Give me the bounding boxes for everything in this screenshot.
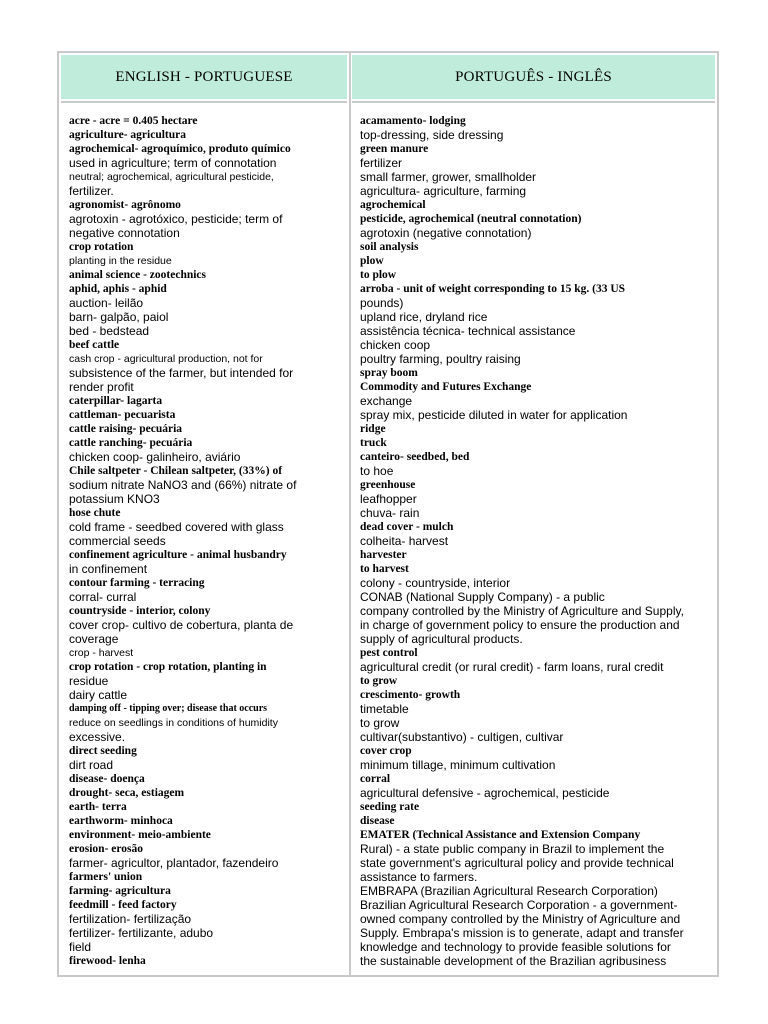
english-portuguese-entries [59, 103, 349, 968]
glossary-line: knowledge and technology to provide feasible solutions for [360, 940, 671, 954]
glossary-line: minimum tillage, minimum cultivation [360, 758, 556, 772]
glossary-line: fertilization- fertilização [69, 912, 192, 926]
glossary-line: countryside - interior, colony [69, 605, 211, 617]
glossary-line: to harvest [360, 563, 409, 575]
glossary-line: pounds) [360, 296, 404, 310]
glossary-line: arroba - unit of weight corresponding to 15 kg. (33 US [360, 283, 626, 295]
glossary-line: drought- seca, estiagem [69, 787, 185, 799]
glossary-line: greenhouse [360, 479, 416, 491]
glossary-line: supply of agricultural products. [360, 632, 523, 646]
glossary-line: bed - bedstead [69, 324, 150, 338]
glossary-line: beef cattle [69, 339, 120, 351]
glossary-line: aphid, aphis - aphid [69, 283, 167, 295]
glossary-line: cultivar(substantivo) - cultigen, cultivar [360, 730, 564, 744]
glossary-line: the sustainable development of the Brazilian agribusiness [360, 954, 667, 968]
glossary-line: coverage [69, 632, 119, 646]
glossary-line: agrotoxin - agrotóxico, pesticide; term of [69, 212, 283, 226]
glossary-line: agricultural defensive - agrochemical, pesticide [360, 786, 610, 800]
glossary-line: harvester [360, 549, 407, 561]
glossary-line: reduce on seedlings in conditions of humidity [69, 717, 278, 729]
glossary-line: Rural) - a state public company in Brazil to implement the [360, 842, 665, 856]
glossary-line: field [69, 940, 92, 954]
glossary-line: neutral; agrochemical, agricultural pesticide, [69, 171, 274, 183]
glossary-line: disease- doença [69, 773, 145, 785]
glossary-line: negative connotation [69, 226, 180, 240]
glossary-line: green manure [360, 143, 429, 155]
english-portuguese-column [59, 53, 351, 975]
glossary-line: Chile saltpeter - Chilean saltpeter, (33%) of [69, 465, 283, 477]
glossary-line: leafhopper [360, 492, 417, 506]
glossary-line: cash crop - agricultural production, not for [69, 353, 263, 365]
english-portuguese-header: ENGLISH - PORTUGUESE [61, 55, 347, 99]
glossary-line: in charge of government policy to ensure the production and [360, 618, 680, 632]
glossary-line: commercial seeds [69, 534, 166, 548]
glossary-line: to grow [360, 675, 398, 687]
glossary-line: spray boom [360, 367, 418, 379]
glossary-line: seeding rate [360, 801, 420, 813]
glossary-line: dead cover - mulch [360, 521, 454, 533]
glossary-line: subsistence of the farmer, but intended for [69, 366, 294, 380]
glossary-line: Supply. Embrapa's mission is to generate, adapt and transfer [360, 926, 684, 940]
glossary-line: hose chute [69, 507, 121, 519]
glossary-line: colheita- harvest [360, 534, 449, 548]
glossary-line: owned company controlled by the Ministry of Agriculture and [360, 912, 681, 926]
glossary-line: assistance to farmers. [360, 870, 478, 884]
glossary-line: top-dressing, side dressing [360, 128, 504, 142]
glossary-line: direct seeding [69, 745, 137, 757]
glossary-line: feedmill - feed factory [69, 899, 177, 911]
glossary-line: cover crop [360, 745, 412, 757]
glossary-line: farmers' union [69, 871, 143, 883]
glossary-line: cattle ranching- pecuária [69, 437, 193, 449]
glossary-line: assistência técnica- technical assistance [360, 324, 576, 338]
glossary-line: farming- agricultura [69, 885, 171, 897]
glossary-line: disease [360, 815, 395, 827]
portugues-ingles-entries [350, 103, 717, 968]
glossary-line: residue [69, 674, 109, 688]
glossary-line: potassium KNO3 [69, 492, 160, 506]
glossary-line: contour farming - terracing [69, 577, 205, 589]
glossary-line: ridge [360, 423, 386, 435]
glossary-line: in confinement [69, 562, 148, 576]
glossary-line: colony - countryside, interior [360, 576, 511, 590]
glossary-line: earthworm- minhoca [69, 815, 173, 827]
glossary-line: excessive. [69, 730, 126, 744]
glossary-line: cattleman- pecuarista [69, 409, 176, 421]
glossary-line: chuva- rain [360, 506, 420, 520]
glossary-line: barn- galpão, paiol [69, 310, 169, 324]
glossary-line: fertilizer [360, 156, 403, 170]
glossary-line: earth- terra [69, 801, 127, 813]
glossary-line: crop - harvest [69, 647, 134, 659]
glossary-line: agricultura- agriculture, farming [360, 184, 527, 198]
portugues-ingles-column [350, 53, 717, 975]
glossary-line: farmer- agricultor, plantador, fazendeiro [69, 856, 279, 870]
glossary-line: firewood- lenha [69, 955, 146, 967]
glossary-line: planting in the residue [69, 255, 172, 267]
glossary-line: chicken coop- galinheiro, aviário [69, 450, 241, 464]
glossary-line: timetable [360, 702, 409, 716]
glossary-line: render profit [69, 380, 134, 394]
glossary-table [57, 51, 719, 977]
glossary-line: exchange [360, 394, 413, 408]
glossary-line: agrotoxin (negative connotation) [360, 226, 532, 240]
glossary-line: pest control [360, 647, 418, 659]
glossary-line: corral- curral [69, 590, 137, 604]
glossary-line: EMATER (Technical Assistance and Extension Company [360, 829, 641, 841]
glossary-line: Commodity and Futures Exchange [360, 381, 532, 393]
glossary-line: auction- leilão [69, 296, 144, 310]
glossary-line: sodium nitrate NaNO3 and (66%) nitrate of [69, 478, 297, 492]
glossary-line: to hoe [360, 464, 394, 478]
glossary-line: agrochemical- agroquímico, produto químico [69, 143, 291, 155]
glossary-line: spray mix, pesticide diluted in water for application [360, 408, 628, 422]
glossary-line: company controlled by the Ministry of Agriculture and Supply, [360, 604, 684, 618]
glossary-line: acamamento- lodging [360, 115, 466, 127]
glossary-line: upland rice, dryland rice [360, 310, 488, 324]
glossary-line: used in agriculture; term of connotation [69, 156, 277, 170]
glossary-line: chicken coop [360, 338, 431, 352]
glossary-line: environment- meio-ambiente [69, 829, 211, 841]
glossary-line: cold frame - seedbed covered with glass [69, 520, 284, 534]
glossary-line: crop rotation [69, 241, 134, 253]
glossary-line: agricultural credit (or rural credit) - farm loans, rural credit [360, 660, 664, 674]
glossary-line: animal science - zootechnics [69, 269, 207, 281]
glossary-line: small farmer, grower, smallholder [360, 170, 537, 184]
portugues-ingles-header: PORTUGUÊS - INGLÊS [352, 55, 715, 99]
glossary-line: canteiro- seedbed, bed [360, 451, 470, 463]
glossary-line: agriculture- agricultura [69, 129, 186, 141]
glossary-line: CONAB (National Supply Company) - a public [360, 590, 605, 604]
glossary-line: cover crop- cultivo de cobertura, planta de [69, 618, 294, 632]
glossary-line: erosion- erosão [69, 843, 143, 855]
glossary-line: poultry farming, poultry raising [360, 352, 521, 366]
glossary-line: confinement agriculture - animal husbandry [69, 549, 287, 561]
glossary-line: state government's agricultural policy and provide technical [360, 856, 674, 870]
glossary-line: dirt road [69, 758, 114, 772]
glossary-line: crop rotation - crop rotation, planting in [69, 661, 267, 673]
glossary-line: fertilizer- fertilizante, adubo [69, 926, 214, 940]
glossary-line: agrochemical [360, 199, 426, 211]
glossary-line: plow [360, 255, 384, 267]
glossary-line: dairy cattle [69, 688, 128, 702]
glossary-line: agronomist- agrônomo [69, 199, 181, 211]
glossary-line: to plow [360, 269, 397, 281]
glossary-line: to grow [360, 716, 400, 730]
glossary-line: corral [360, 773, 391, 785]
glossary-line: damping off - tipping over; disease that occurs [69, 703, 268, 714]
glossary-line: fertilizer. [69, 184, 114, 198]
glossary-line: caterpillar- lagarta [69, 395, 163, 407]
glossary-line: soil analysis [360, 241, 419, 253]
glossary-line: Brazilian Agricultural Research Corporation - a government- [360, 898, 678, 912]
glossary-line: truck [360, 437, 387, 449]
glossary-line: acre - acre = 0.405 hectare [69, 115, 198, 127]
glossary-line: pesticide, agrochemical (neutral connotation) [360, 213, 582, 225]
glossary-line: crescimento- growth [360, 689, 461, 701]
glossary-line: cattle raising- pecuária [69, 423, 183, 435]
glossary-line: EMBRAPA (Brazilian Agricultural Research Corporation) [360, 884, 658, 898]
